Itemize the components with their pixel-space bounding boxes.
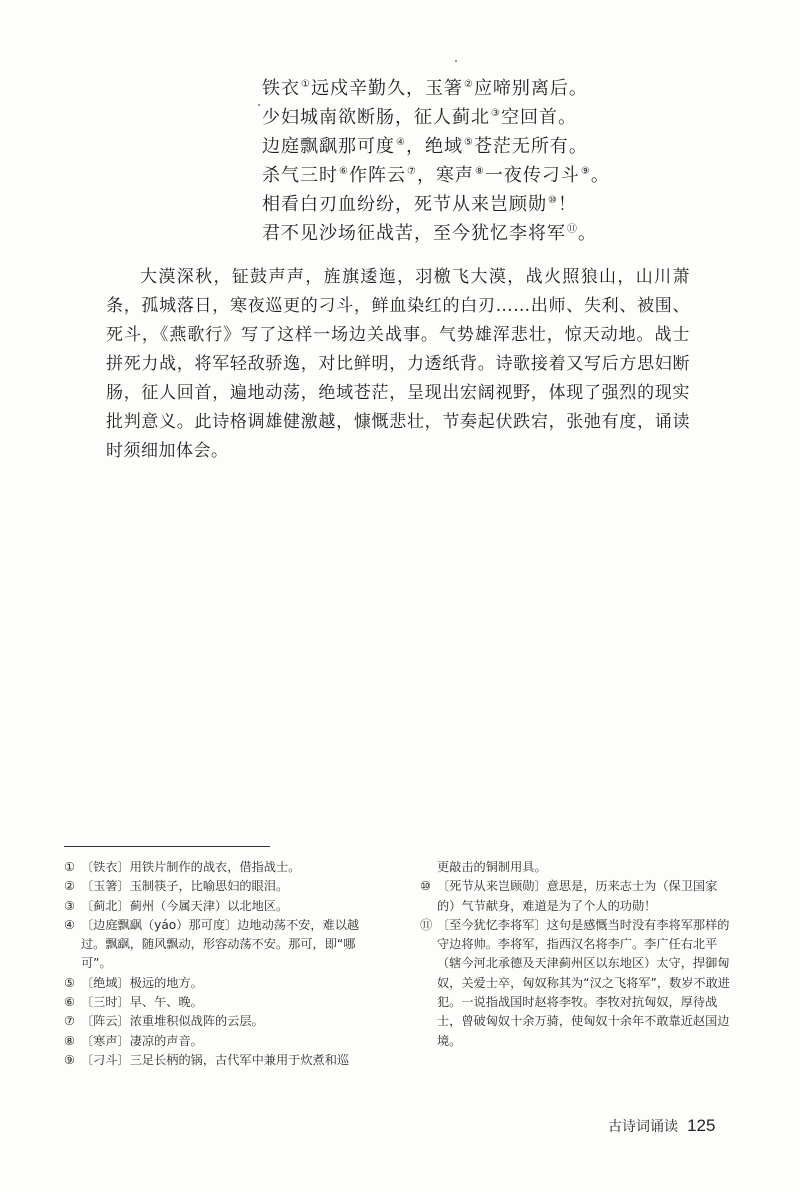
footnotes-right-column [420,858,732,1051]
footnote-rule [64,846,270,847]
poem-line [262,74,610,103]
footnote-number: ④ [64,917,75,932]
footnote-marker: ⑥ [339,166,348,177]
poem-text: 远戍辛勤久，玉箸 [310,78,463,99]
footnote-number: ③ [64,898,75,913]
poem-line [262,161,610,190]
poem-line [262,190,610,219]
footnote-number: ⑪ [420,917,433,932]
footnote-text: 〔死节从来岂顾勋〕意思是，历来志士为（保卫国家的）气节献身，难道是为了个人的功勋！ [437,879,718,913]
footnote-number: ⑩ [420,879,431,894]
poem-line [262,132,610,161]
poem-text: 铁衣 [262,78,300,99]
footnote-marker: ⑪ [567,224,577,235]
footnote-marker: ⑧ [474,166,484,177]
poem-text: 应啼别离后。 [473,78,588,99]
page-number: 125 [687,1116,716,1135]
footnote [64,1051,370,1070]
poem-line [262,219,610,248]
footnote-marker: ③ [491,108,500,119]
poem-text: 。 [578,223,597,244]
footnote-marker: ⑩ [548,195,557,206]
footnote-marker: ① [301,79,310,90]
footnote-text: 〔三时〕早、午、晚。 [81,995,203,1010]
footnote-number: ⑦ [64,1014,75,1029]
footnote-text: 〔绝域〕极远的地方。 [81,975,203,990]
footnote [64,897,370,916]
footnote-text: 〔蓟北〕蓟州（今属天津）以北地区。 [81,898,289,913]
footnote [64,993,370,1012]
poem-text: 作阵云 [348,165,406,186]
footnotes-left-column [64,858,370,1070]
footnote [420,877,732,916]
poem-text: 空回首。 [500,107,577,128]
footnote-text: 〔至今犹忆李将军〕这句是感慨当时没有李将军那样的守边将帅。李将军，指西汉名将李广。李广任右北平（辖今河北承德及天津蓟州区以东地区）太守，捍御匈奴，关爱士卒，匈奴称其为“汉之飞将军”，数岁不敢进犯。一说指战国时赵将李牧。李牧对抗匈奴，厚待战士，曾破匈奴十余万骑，使匈奴十余年不敢靠近赵国边境。 [437,917,730,1048]
footnote-text: 更敲击的铜制用具。 [437,860,547,874]
footnote [420,916,732,1051]
footnote-marker: ② [463,79,473,90]
footnote-marker: ⑤ [463,137,473,148]
footnote [64,1032,370,1051]
footnote [64,916,370,974]
footnote-text: 〔玉箸〕玉制筷子，比喻思妇的眼泪。 [81,879,289,894]
footnote [64,974,370,993]
footnote [64,858,370,877]
poem-text: ，寒声 [416,165,474,186]
footnote-number: ① [64,860,75,874]
print-speck [258,104,260,106]
footnote-marker: ④ [396,137,405,148]
footnote-marker: ⑨ [580,166,590,177]
footnote-text: 〔寒声〕凄凉的声音。 [81,1033,203,1048]
footnote [64,1012,370,1031]
footnote-number: ⑥ [64,995,75,1010]
page-footer [608,1116,715,1136]
footnote-text: 〔刁斗〕三足长柄的锅，古代军中兼用于炊煮和巡 [81,1052,350,1067]
poem-line [262,103,610,132]
footnote-number: ⑧ [64,1033,75,1048]
poem-text: 一夜传刁斗 [484,165,580,186]
poem-text: ！ [557,194,577,215]
poem-text: ，绝域 [405,136,463,157]
footnote [420,858,732,877]
poem-text: 君不见沙场征战苦，至今犹忆李将军 [262,223,566,244]
poem-text: 少妇城南欲断肠，征人蓟北 [262,107,490,128]
poem-text: 。 [590,165,610,186]
footnote-text: 〔阵云〕浓重堆积似战阵的云层。 [81,1014,264,1029]
footnote-text: 〔铁衣〕用铁片制作的战衣，借指战士。 [81,860,301,874]
footnote [64,877,370,896]
footnote-number: ② [64,879,75,894]
poem-text: 苍茫无所有。 [473,136,588,157]
poem [262,74,610,248]
commentary-paragraph: 大漠深秋，钲鼓声声，旌旗逶迤，羽檄飞大漠，战火照狼山，山川萧条，孤城落日，寒夜巡更的刁斗，鲜血染红的白刃……出师、失利、被围、死斗，《燕歌行》写了这样一场边关战事。气势雄浑悲壮，惊天动地。战士拼死力战，将军轻敌骄逸，对比鲜明，力透纸背。诗歌接着又写后方思妇断肠，征人回首，遍地动荡，绝域苍茫，呈现出宏阔视野，体现了强烈的现实批判意义。此诗格调雄健激越，慷慨悲壮，节奏起伏跌宕，张弛有度，诵读时须细加体会。 [106,267,690,461]
footnote-text: 〔边庭飘飖（yáo）那可度〕边地动荡不安，难以越过。飘飖，随风飘动，形容动荡不安。那可，即“哪可”。 [81,917,360,971]
footnote-number: ⑨ [64,1052,75,1067]
poem-text: 相看白刃血纷纷，死节从来岂顾勋 [262,194,547,215]
poem-text: 边庭飘飖那可度 [262,136,395,157]
print-speck [455,60,457,62]
footer-section-label: 古诗词诵读 [608,1119,678,1135]
poem-text: 杀气三时 [262,165,338,186]
footnote-number: ⑤ [64,975,75,990]
footnote-marker: ⑦ [406,166,416,177]
